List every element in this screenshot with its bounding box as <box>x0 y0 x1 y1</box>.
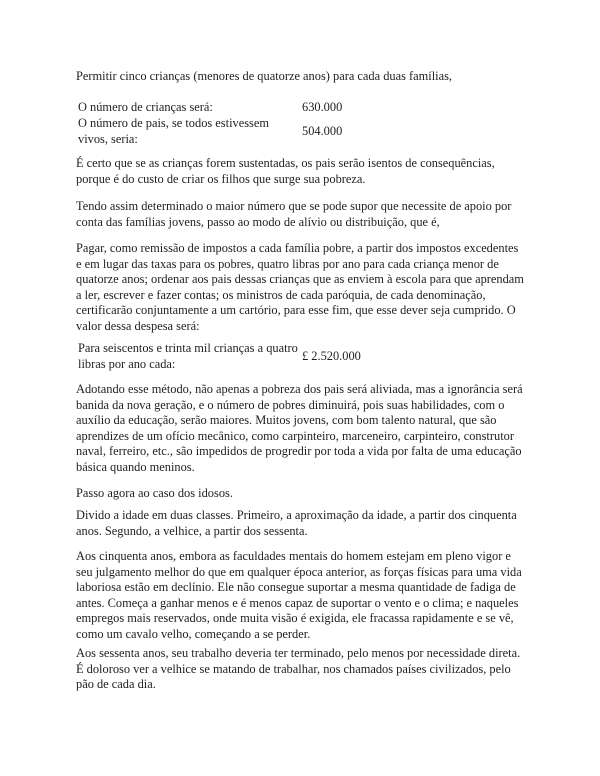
paragraph-idosos: Passo agora ao caso dos idosos. <box>76 486 233 500</box>
paragraph-adotando: Adotando esse método, não apenas a pobreza dos pais será aliviada, mas a ignorância será banida da nova geração, e o número de pobres diminuirá, pois suas habilidades, com o auxílio da educação, serão maiores. Muitos jovens, com bom talento natural, que são aprendizes de um ofício mecânico, como carpinteiro, marceneiro, carpinteiro, construtor naval, ferreiro, etc., são impedidos de progredir por toda a vida por falta de uma educação básica quando meninos. <box>76 382 523 474</box>
paragraph-pagar: Pagar, como remissão de impostos a cada família pobre, a partir dos impostos excedentes e em lugar das taxas para os pobres, quatro libras por ano para cada criança menor de quatorze anos; ordenar aos pais dessas crianças que as enviem à escola para que aprendam a ler, escrever e fazer contas; os ministros de cada paróquia, de cada denominação, certificarão conjuntamente a um cartório, para esse fim, que esse dever seja cumprido. O valor dessa despesa será: <box>76 241 524 333</box>
expense-label: Para seiscentos e trinta mil crianças a quatro libras por ano cada: <box>78 341 298 371</box>
parents-count-label: O número de pais, se todos estivessem vivos, seria: <box>78 116 269 146</box>
children-count-value: 630.000 <box>302 100 343 114</box>
table-row <box>78 341 538 373</box>
paragraph-determinado: Tendo assim determinado o maior número que se pode supor que necessite de apoio por conta das famílias jovens, passo ao modo de alívio ou distribuição, que é, <box>76 199 512 229</box>
paragraph-sustento: É certo que se as crianças forem sustentadas, os pais serão isentos de consequências, porque é do custo de criar os filhos que surge sua pobreza. <box>76 156 495 186</box>
paragraph-sessenta: Aos sessenta anos, seu trabalho deveria ter terminado, pelo menos por necessidade direta. É doloroso ver a velhice se matando de trabalhar, nos chamados países civilizados, pelo pão de cada dia. <box>76 646 521 692</box>
children-count-label: O número de crianças será: <box>78 100 213 114</box>
intro-paragraph: Permitir cinco crianças (menores de quatorze anos) para cada duas famílias, <box>76 69 453 83</box>
table-row <box>78 116 538 148</box>
parents-count-value: 504.000 <box>302 124 343 138</box>
expense-value: £ 2.520.000 <box>302 349 361 363</box>
paragraph-divido: Divido a idade em duas classes. Primeiro, a aproximação da idade, a partir dos cinquenta anos. Segundo, a velhice, a partir dos sessenta. <box>76 508 517 538</box>
paragraph-cinquenta: Aos cinquenta anos, embora as faculdades mentais do homem estejam em pleno vigor e seu julgamento melhor do que em qualquer época anterior, as forças físicas para uma vida laboriosa estão em declínio. Ele não consegue suportar a mesma quantidade de fadiga de antes. Começa a ganhar menos e é menos capaz de suportar o vento e o clima; e naqueles empregos mais reservados, onde muita visão é exigida, ele fracassa rapidamente e se vê, como um cavalo velho, começando a se perder. <box>76 549 522 641</box>
table-row <box>78 100 538 116</box>
